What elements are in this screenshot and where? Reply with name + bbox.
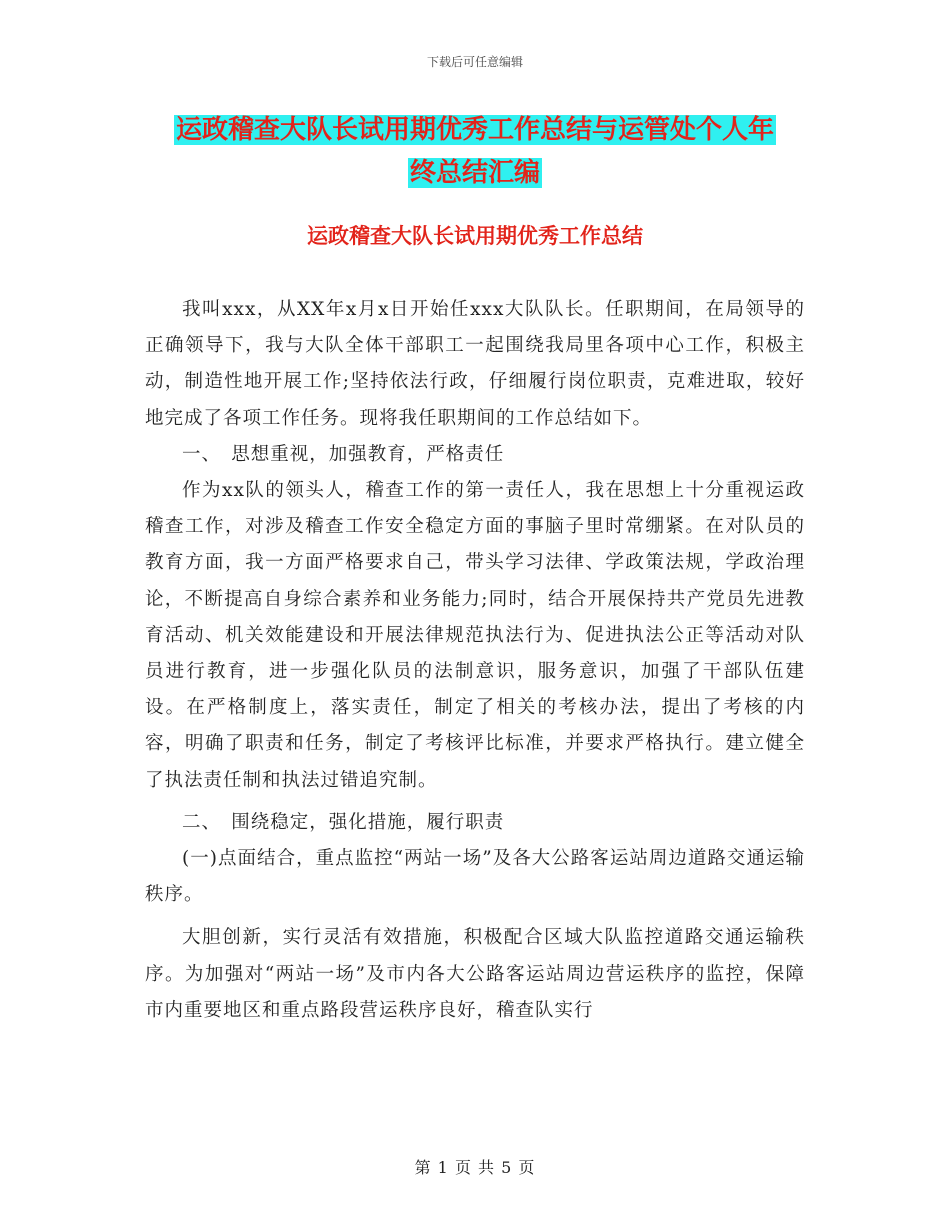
subheading-two-one: (一)点面结合，重点监控“两站一场”及各大公路客运站周边道路交通运输秩序。 — [145, 848, 805, 906]
document-title-line-2: 终总结汇编 — [409, 158, 540, 188]
heading-two: 二、 围绕稳定，强化措施，履行职责 — [182, 811, 505, 833]
paragraph-intro: 我叫xxx，从XX年x月x日开始任xxx大队队长。任职期间，在局领导的正确领导下，我与大队全体干部职工一起围绕我局里各项中心工作，积极主动，制造性地开展工作;坚持依法行政，仔细履行岗位职责，克难进取，较好地完成了各项工作任务。现将我任职期间的工作总结如下。 — [145, 299, 805, 429]
header-note: 下载后可任意编辑 — [426, 55, 523, 69]
heading-one: 一、 思想重视，加强教育，严格责任 — [182, 443, 505, 465]
document-title-line-1: 运政稽查大队长试用期优秀工作总结与运管处个人年 — [175, 115, 774, 145]
paragraph-one: 作为xx队的领头人，稽查工作的第一责任人，我在思想上十分重视运政稽查工作，对涉及稽查工作安全稳定方面的事脑子里时常绷紧。在对队员的教育方面，我一方面严格要求自己，带头学习法律、学政策法规，学政治理论，不断提高自身综合素养和业务能力;同时，结合开展保持共产党员先进教育活动、机关效能建设和开展法律规范执法行为、促进执法公正等活动对队员进行教育，进一步强化队员的法制意识，服务意识，加强了干部队伍建设。在严格制度上，落实责任，制定了相关的考核办法，提出了考核的内容，明确了职责和任务，制定了考核评比标准，并要求严格执行。建立健全了执法责任制和执法过错追究制。 — [145, 480, 805, 791]
document-body — [145, 292, 805, 1029]
page-footer: 第 1 页 共 5 页 — [414, 1158, 536, 1177]
paragraph-two-one: 大胆创新，实行灵活有效措施，积极配合区域大队监控道路交通运输秩序。为加强对“两站一场”及市内各大公路客运站周边营运秩序的监控，保障市内重要地区和重点路段营运秩序良好，稽查队实行 — [145, 927, 805, 1021]
section-title: 运政稽查大队长试用期优秀工作总结 — [307, 224, 643, 248]
